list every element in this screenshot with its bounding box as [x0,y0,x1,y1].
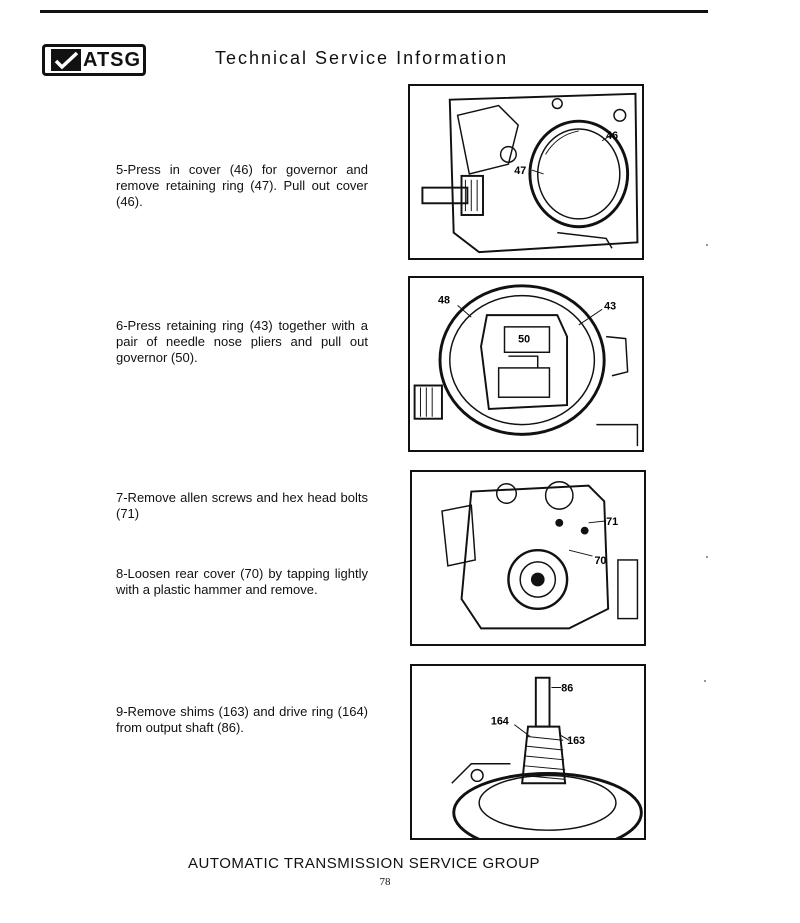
callout-46: 46 [606,129,619,142]
step-6-text: 6-Press retaining ring (43) together with a pair of needle nose pliers and pull out governor (50). [116,318,368,365]
logo-text: ATSG [83,48,142,71]
scan-speck [706,556,708,558]
callout-48: 48 [438,294,451,307]
step-8-text: 8-Loosen rear cover (70) by tapping lightly with a plastic hammer and remove. [116,566,368,597]
step-9-text: 9-Remove shims (163) and drive ring (164) from output shaft (86). [116,704,368,735]
rear-cover-illustration [412,472,644,644]
governor-cover-illustration [410,86,642,258]
callout-43: 43 [604,300,617,313]
output-shaft-illustration [412,666,644,838]
figure-rear-cover [410,470,646,646]
step-5-text: 5-Press in cover (46) for governor and remove retaining ring (47). Pull out cover (46). [116,162,368,209]
figure-governor [408,276,644,452]
callout-50: 50 [518,333,531,346]
page-number: 78 [379,876,391,888]
checkmark-icon [51,49,81,71]
callout-47: 47 [514,164,527,177]
top-rule [40,10,708,13]
callout-164: 164 [490,715,509,728]
callout-70: 70 [594,554,607,567]
callout-71: 71 [606,515,619,528]
callout-163: 163 [567,735,586,748]
scan-speck [706,244,708,246]
footer-title: AUTOMATIC TRANSMISSION SERVICE GROUP [188,855,540,872]
callout-86: 86 [561,682,574,695]
figure-output-shaft [410,664,646,840]
governor-illustration [410,278,642,450]
step-7-text: 7-Remove allen screws and hex head bolts (71) [116,490,368,521]
atsg-logo [42,44,146,76]
figure-governor-cover [408,84,644,260]
page-title: Technical Service Information [215,48,509,68]
scan-speck [704,680,706,682]
